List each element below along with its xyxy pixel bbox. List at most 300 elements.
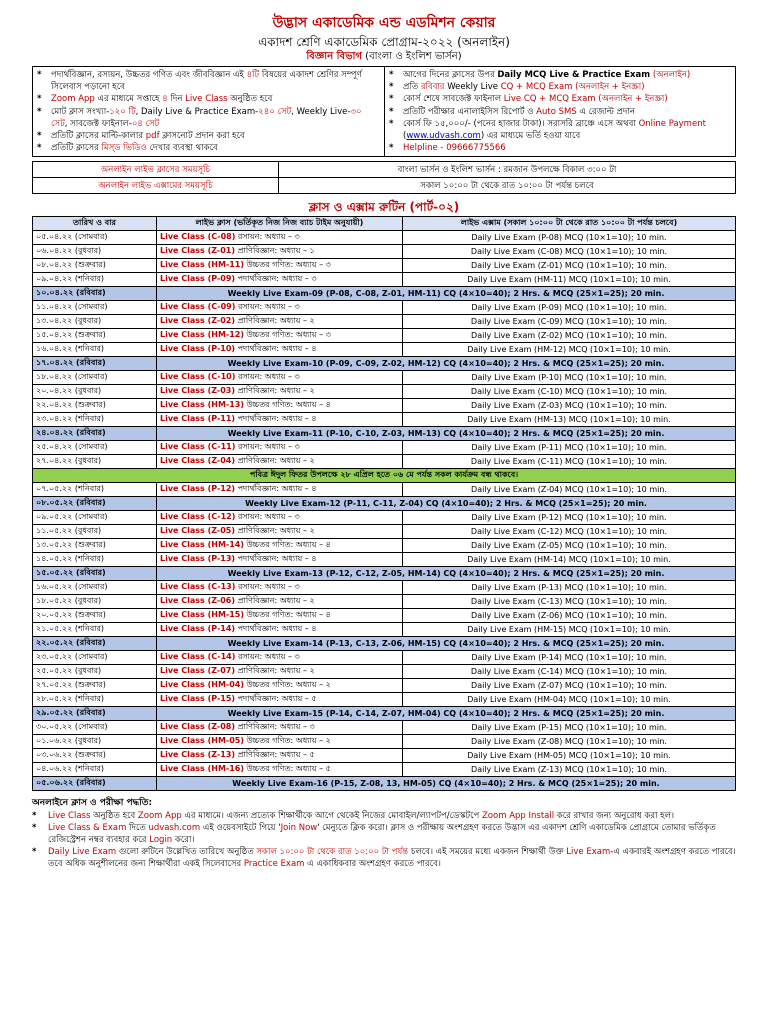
footer-item — [32, 822, 736, 846]
feature-item — [389, 142, 731, 154]
schedule-row-class — [33, 162, 736, 178]
feature-item — [37, 130, 380, 142]
text-run: প্রতিটি পরীক্ষার এনালাইসিস রিপোর্ট ও — [403, 106, 537, 117]
bullet-text — [51, 130, 245, 142]
row-date: ১৩.০৪.২২ (বুধবার) — [33, 315, 157, 329]
table-row — [33, 735, 736, 749]
weekly-exam-row — [33, 287, 736, 301]
row-date: ০৩.০৬.২২ (শুক্রবার) — [33, 749, 157, 763]
bullet-text — [48, 846, 736, 870]
live-class-code: Live Class (P-11) — [160, 414, 236, 424]
text-run: প্রতিটি ক্লাসের মাল্টি-কালার — [51, 131, 146, 142]
bullet-star-icon: * — [37, 106, 42, 117]
live-class-subject: পদার্থবিজ্ঞান: অধ্যায় – ৪ — [235, 344, 317, 354]
table-row — [33, 413, 736, 427]
live-class-code: Live Class (P-15) — [160, 694, 236, 704]
text-run: Zoom App — [137, 811, 182, 822]
row-date: ২০.০৪.২২ (বুধবার) — [33, 385, 157, 399]
text-run: দিন — [167, 94, 186, 105]
text-run: , Weekly Live- — [291, 106, 351, 117]
row-date: ১৪.০৫.২২ (শনিবার) — [33, 553, 157, 567]
text-run: Live Class & Exam — [48, 823, 127, 834]
table-row — [33, 749, 736, 763]
live-class-cell — [157, 763, 403, 777]
row-date: ২৩.০৪.২২ (শনিবার) — [33, 413, 157, 427]
info-right-column — [384, 67, 735, 156]
weekly-exam-row — [33, 497, 736, 511]
live-class-cell — [157, 511, 403, 525]
feature-item — [389, 81, 731, 93]
live-class-cell — [157, 735, 403, 749]
live-class-code: Live Class (HM-13) — [160, 400, 245, 410]
row-date: ০৬.০৪.২২ (বুধবার) — [33, 245, 157, 259]
info-left-column — [33, 67, 384, 156]
row-date: ২১.০৫.২২ (শনিবার) — [33, 623, 157, 637]
schedule-table — [32, 161, 736, 194]
live-class-code: Live Class (P-09) — [160, 274, 236, 284]
feature-item — [37, 93, 380, 105]
feature-item — [389, 106, 731, 118]
live-class-code: Live Class (Z-07) — [160, 666, 236, 676]
text-run: (অনলাইন + ইনস্ক্রা) — [595, 94, 668, 105]
row-date: ১৮.০৪.২২ (সোমবার) — [33, 371, 157, 385]
row-date: ২৭.০৫.২২ (শুক্রবার) — [33, 679, 157, 693]
table-row — [33, 329, 736, 343]
live-class-subject: পদার্থবিজ্ঞান: অধ্যায় – ৪ — [235, 554, 317, 564]
live-class-cell — [157, 245, 403, 259]
live-class-cell — [157, 259, 403, 273]
text-run: করো। — [172, 835, 195, 846]
live-class-subject: রসায়ন: অধ্যায় – ৩ — [235, 512, 300, 522]
bullet-text — [51, 93, 272, 105]
schedule-value: বাংলা ভার্সন ও ইংলিশ ভার্সন : রমজান উপলক্ষে বিকাল ৩:০০ টা — [279, 162, 736, 178]
bullet-star-icon: * — [389, 106, 394, 117]
daily-exam-cell: Daily Live Exam (Z-04) MCQ (10×1=10); 10 min. — [403, 483, 736, 497]
live-class-subject: উচ্চতর গণিত: অধ্যায় – ৪ — [244, 540, 331, 550]
text-run: Daily Live Exam — [48, 847, 117, 858]
live-class-cell — [157, 553, 403, 567]
col-header-class: লাইভ ক্লাস (ভর্তিকৃত নিজ নিজ ব্যাচ টাইম অনুযায়ী) — [157, 217, 403, 231]
text-run: ১২০ টি — [109, 106, 136, 117]
text-run: Live CQ + MCQ Exam — [503, 94, 596, 105]
daily-exam-cell: Daily Live Exam (HM-13) MCQ (10×1=10); 10 min. — [403, 413, 736, 427]
live-class-cell — [157, 581, 403, 595]
table-row — [33, 315, 736, 329]
bullet-star-icon: * — [37, 94, 42, 105]
row-date: ২২.০৫.২২ (রবিবার) — [33, 637, 157, 651]
row-date: ১৩.০৫.২২ (শুক্রবার) — [33, 539, 157, 553]
col-header-exam: লাইভ এক্সাম (সকাল ১০:০০ টা থেকে রাত ১০:০০ টা পর্যন্ত চলবে) — [403, 217, 736, 231]
bullet-star-icon: * — [37, 131, 42, 142]
daily-exam-cell: Daily Live Exam (Z-05) MCQ (10×1=10); 10 min. — [403, 539, 736, 553]
live-class-cell — [157, 413, 403, 427]
text-run: এ রেজাল্ট প্রদান — [576, 106, 635, 117]
live-class-cell — [157, 231, 403, 245]
row-date: ১৭.০৪.২২ (রবিবার) — [33, 357, 157, 371]
row-date: ২৫.০৪.২২ (সোমবার) — [33, 441, 157, 455]
live-class-subject: উচ্চতর গণিত: অধ্যায় – ৫ — [244, 764, 331, 774]
department-name: বিজ্ঞান বিভাগ — [306, 51, 362, 62]
live-class-code: Live Class (Z-13) — [160, 750, 236, 760]
live-class-subject: উচ্চতর গণিত: অধ্যায় – ৩ — [244, 260, 331, 270]
text-run: Zoom App — [51, 94, 95, 105]
table-row — [33, 651, 736, 665]
text-run: Weekly Live — [444, 82, 501, 93]
table-row — [33, 385, 736, 399]
live-class-subject: প্রাণিবিজ্ঞান: অধ্যায় – ১ — [235, 246, 315, 256]
live-class-subject: প্রাণিবিজ্ঞান: অধ্যায় – ২ — [235, 316, 315, 326]
text-run: ৪টি — [246, 70, 260, 80]
row-date: ১১.০৪.২২ (সোমবার) — [33, 301, 157, 315]
live-class-cell — [157, 315, 403, 329]
live-class-code: Live Class (HM-11) — [160, 260, 245, 270]
table-row — [33, 581, 736, 595]
text-run: CQ + MCQ Exam — [500, 82, 573, 93]
live-class-cell — [157, 651, 403, 665]
daily-exam-cell: Daily Live Exam (C-10) MCQ (10×1=10); 10 min. — [403, 385, 736, 399]
weekly-exam-row — [33, 357, 736, 371]
live-class-code: Live Class (P-14) — [160, 624, 236, 634]
bullet-star-icon: * — [32, 811, 37, 822]
text-run: কোর্স শেষে সাবজেক্ট ফাইনাল — [403, 94, 504, 105]
bullet-text — [403, 106, 635, 118]
text-run: Online Payment — [638, 118, 706, 129]
department-version: (বাংলা ও ইংলিশ ভার্সন) — [362, 51, 462, 62]
bullet-text — [51, 142, 218, 154]
weekly-exam-text: Weekly Live Exam-16 (P-15, Z-08, 13, HM-05) CQ (4×10=40); 2 Hrs. & MCQ (25×1=25); 20 min. — [157, 777, 736, 791]
live-class-cell — [157, 483, 403, 497]
daily-exam-cell: Daily Live Exam (P-15) MCQ (10×1=10); 10 min. — [403, 721, 736, 735]
live-class-code: Live Class (C-11) — [160, 442, 236, 452]
live-class-cell — [157, 539, 403, 553]
live-class-cell — [157, 329, 403, 343]
footer-item — [32, 846, 736, 870]
row-date: ২৯.০৫.২২ (রবিবার) — [33, 707, 157, 721]
row-date: ০৫.০৪.২২ (সোমবার) — [33, 231, 157, 245]
text-run: ক্লাসনোট প্রদান করা হবে — [159, 131, 245, 142]
live-class-subject: প্রাণিবিজ্ঞান: অধ্যায় – ২ — [235, 386, 315, 396]
daily-exam-cell: Daily Live Exam (HM-05) MCQ (10×1=10); 10 min. — [403, 749, 736, 763]
live-class-code: Live Class (P-12) — [160, 484, 236, 494]
weekly-exam-row — [33, 707, 736, 721]
text-run: অনুষ্ঠিত হবে — [90, 811, 138, 822]
row-date: ০৯.০৫.২২ (সোমবার) — [33, 511, 157, 525]
live-class-subject: রসায়ন: অধ্যায় – ৩ — [235, 372, 300, 382]
live-class-subject: রসায়ন: অধ্যায় – ৩ — [235, 232, 300, 242]
daily-exam-cell: Daily Live Exam (Z-13) MCQ (10×1=10); 10 min. — [403, 763, 736, 777]
daily-exam-cell: Daily Live Exam (P-13) MCQ (10×1=10); 10 min. — [403, 581, 736, 595]
table-row — [33, 665, 736, 679]
text-run: রবিবার — [420, 82, 445, 93]
live-class-cell — [157, 301, 403, 315]
text-run: , সাবজেক্ট ফাইনাল- — [64, 118, 132, 129]
live-class-cell — [157, 595, 403, 609]
text-run: Live Class — [48, 811, 91, 822]
table-row — [33, 511, 736, 525]
text-run: মোট ক্লাস সংখ্যা- — [51, 106, 110, 117]
weekly-exam-row — [33, 427, 736, 441]
row-date: ৩০.০৫.২২ (সোমবার) — [33, 721, 157, 735]
row-date: ২৭.০৪.২২ (বুধবার) — [33, 455, 157, 469]
table-row — [33, 525, 736, 539]
text-run: প্রতিটি ক্লাসের — [51, 143, 102, 154]
row-date: ০৯.০৪.২২ (শনিবার) — [33, 273, 157, 287]
bullet-star-icon: * — [32, 823, 37, 834]
weekly-exam-text: Weekly Live Exam-14 (P-13, C-13, Z-06, HM-15) CQ (4×10=40); 2 Hrs. & MCQ (25×1=25); 20 min. — [157, 637, 736, 651]
live-class-code: Live Class (Z-04) — [160, 456, 236, 466]
feature-item — [389, 93, 731, 105]
text-run: -এ একবারই অংশগ্রহণ করতে পারবে। তবে অধিক অনুশীলনের জন্য শিক্ষার্থীরা একই সিলেবাসের — [48, 847, 736, 870]
daily-exam-cell: Daily Live Exam (C-14) MCQ (10×1=10); 10 min. — [403, 665, 736, 679]
text-run: গুলো রুটিনে উল্লেখিত তারিখে অনুষ্ঠিত — [116, 847, 257, 858]
live-class-cell — [157, 385, 403, 399]
text-run: এর মাধ্যমে। এজন্য প্রত্যেক শিক্ষার্থীকে আগে থেকেই নিজের মোবাইল/ল্যাপটপ/ডেস্কটপে — [181, 811, 482, 822]
weekly-exam-text: Weekly Live Exam-13 (P-12, C-12, Z-05, HM-14) CQ (4×10=40); 2 Hrs. & MCQ (25×1=25); 20 min. — [157, 567, 736, 581]
row-date: ১৫.০৪.২২ (শুক্রবার) — [33, 329, 157, 343]
live-class-cell — [157, 525, 403, 539]
table-row — [33, 721, 736, 735]
info-box — [32, 66, 736, 157]
text-run: ( — [403, 131, 407, 142]
row-date: ০৪.০৬.২২ (শনিবার) — [33, 763, 157, 777]
text-run: ৩০ সেট — [51, 106, 362, 129]
text-run: ০৪ সেট — [131, 118, 160, 129]
text-run: www.udvash.com — [406, 131, 481, 142]
daily-exam-cell: Daily Live Exam (P-08) MCQ (10×1=10); 10 min. — [403, 231, 736, 245]
table-row — [33, 483, 736, 497]
row-date: ০৮.০৫.২২ (রবিবার) — [33, 497, 157, 511]
row-date: ২৪.০৪.২২ (রবিবার) — [33, 427, 157, 441]
live-class-cell — [157, 371, 403, 385]
live-class-code: Live Class (HM-05) — [160, 736, 245, 746]
feature-item — [389, 118, 731, 142]
live-class-subject: প্রাণিবিজ্ঞান: অধ্যায় – ৩ — [235, 722, 315, 732]
live-class-code: Live Class (C-13) — [160, 582, 236, 592]
row-date: ১৬.০৪.২২ (শনিবার) — [33, 343, 157, 357]
text-run: করে রাখার জন্য অনুরোধ করা হল। — [554, 811, 675, 822]
daily-exam-cell: Daily Live Exam (Z-07) MCQ (10×1=10); 10 min. — [403, 679, 736, 693]
bullet-text — [48, 822, 736, 846]
text-run: Auto SMS — [536, 106, 577, 117]
text-run: প্রতি — [403, 82, 421, 93]
live-class-code: Live Class (C-08) — [160, 232, 236, 242]
live-class-code: Live Class (HM-14) — [160, 540, 245, 550]
text-run: ) এর মাধ্যমে ভর্তি হওয়া যাবে — [480, 131, 581, 142]
live-class-cell — [157, 679, 403, 693]
live-class-code: Live Class (P-10) — [160, 344, 236, 354]
bullet-text — [48, 810, 674, 822]
daily-exam-cell: Daily Live Exam (P-10) MCQ (10×1=10); 10 min. — [403, 371, 736, 385]
live-class-code: Live Class (Z-01) — [160, 246, 236, 256]
daily-exam-cell: Daily Live Exam (Z-03) MCQ (10×1=10); 10 min. — [403, 399, 736, 413]
text-run: , Daily Live & Practice Exam- — [135, 106, 259, 117]
bullet-text — [403, 118, 731, 142]
daily-exam-cell: Daily Live Exam (Z-02) MCQ (10×1=10); 10 min. — [403, 329, 736, 343]
text-run: দিতে — [126, 823, 149, 834]
daily-exam-cell: Daily Live Exam (HM-15) MCQ (10×1=10); 10 min. — [403, 623, 736, 637]
table-row — [33, 553, 736, 567]
table-row — [33, 371, 736, 385]
text-run: অনুষ্ঠিত হবে — [227, 94, 273, 105]
text-run: Live Class — [185, 94, 228, 105]
department-line — [32, 50, 736, 64]
feature-item — [389, 69, 731, 81]
schedule-label: অনলাইন লাইভ ক্লাসের সময়সূচি — [33, 162, 279, 178]
row-date: ২২.০৪.২২ (শুক্রবার) — [33, 399, 157, 413]
daily-exam-cell: Daily Live Exam (P-14) MCQ (10×1=10); 10 min. — [403, 651, 736, 665]
weekly-exam-row — [33, 637, 736, 651]
text-run: পদার্থবিজ্ঞান, রসায়ন, উচ্চতর গণিত এবং জীববিজ্ঞান এই — [51, 70, 247, 80]
live-class-code: Live Class (Z-03) — [160, 386, 236, 396]
table-row — [33, 399, 736, 413]
live-class-subject: উচ্চতর গণিত: অধ্যায় – ২ — [244, 736, 331, 746]
text-run: Join Now — [280, 823, 318, 834]
text-run: Zoom App Install — [481, 811, 555, 822]
footer-item — [32, 810, 736, 822]
weekly-exam-text: Weekly Live Exam-10 (P-09, C-09, Z-02, HM-12) CQ (4×10=40); 2 Hrs. & MCQ (25×1=25); 20 min. — [157, 357, 736, 371]
text-run: এর মাধ্যমে সপ্তাহে — [94, 94, 163, 105]
live-class-code: Live Class (P-13) — [160, 554, 236, 564]
live-class-cell — [157, 609, 403, 623]
live-class-cell — [157, 441, 403, 455]
table-row — [33, 301, 736, 315]
weekly-exam-text: Weekly Live Exam-15 (P-14, C-14, Z-07, HM-04) CQ (4×10=40); 2 Hrs. & MCQ (25×1=25); 20 min. — [157, 707, 736, 721]
live-class-subject: পদার্থবিজ্ঞান: অধ্যায় – ৪ — [235, 414, 317, 424]
live-class-subject: রসায়ন: অধ্যায় – ৩ — [235, 652, 300, 662]
routine-table — [32, 216, 736, 791]
program-title: একাদশ শ্রেণি একাডেমিক প্রোগ্রাম-২০২২ (অনলাইন) — [258, 35, 510, 49]
weekly-exam-row — [33, 777, 736, 791]
header — [32, 14, 736, 64]
footer-list — [32, 810, 736, 870]
live-class-cell — [157, 693, 403, 707]
live-class-subject: উচ্চতর গণিত: অধ্যায় – ৩ — [244, 330, 331, 340]
text-run: মিস্ড ভিডিও — [101, 143, 147, 154]
live-class-subject: পদার্থবিজ্ঞান: অধ্যায় – ৫ — [235, 694, 317, 704]
footer-notes — [32, 797, 736, 870]
live-class-cell — [157, 749, 403, 763]
live-class-subject: প্রাণিবিজ্ঞান: অধ্যায় – ২ — [235, 456, 315, 466]
text-run: এ একাধিকবার অংশগ্রহণ করতে পারবে। — [304, 859, 441, 870]
live-class-subject: রসায়ন: অধ্যায় – ৩ — [235, 582, 300, 592]
text-run: দেখার ব্যবস্থা থাকবে — [146, 143, 218, 154]
row-date: ০৮.০৪.২২ (শুক্রবার) — [33, 259, 157, 273]
bullet-star-icon: * — [32, 847, 37, 858]
table-row — [33, 539, 736, 553]
feature-item — [37, 106, 380, 130]
live-class-subject: রসায়ন: অধ্যায় – ৩ — [235, 302, 300, 312]
daily-exam-cell: Daily Live Exam (P-12) MCQ (10×1=10); 10 min. — [403, 511, 736, 525]
bullet-star-icon: * — [37, 143, 42, 154]
daily-exam-cell: Daily Live Exam (C-09) MCQ (10×1=10); 10 min. — [403, 315, 736, 329]
live-class-subject: প্রাণিবিজ্ঞান: অধ্যায় – ২ — [235, 526, 315, 536]
table-row — [33, 679, 736, 693]
live-class-subject: উচ্চতর গণিত: অধ্যায় – ৪ — [244, 610, 331, 620]
bullet-star-icon: * — [389, 143, 394, 154]
bullet-text — [403, 142, 506, 154]
live-class-code: Live Class (HM-12) — [160, 330, 245, 340]
live-class-code: Live Class (Z-06) — [160, 596, 236, 606]
bullet-text — [51, 106, 380, 130]
text-run: Practice Exam — [243, 859, 305, 870]
bullet-star-icon: * — [389, 118, 394, 129]
row-date: ১১.০৫.২২ (বুধবার) — [33, 525, 157, 539]
text-run: আগের দিনের ক্লাসের উপর — [403, 70, 498, 80]
text-run: বিষয়ের একাদশ শ্রেণির সম্পূর্ণ সিলেবাস পড়ানো হবে — [51, 70, 362, 93]
weekly-exam-text: Weekly Live Exam-09 (P-08, C-08, Z-01, HM-11) CQ (4×10=40); 2 Hrs. & MCQ (25×1=25); 20 min. — [157, 287, 736, 301]
live-class-subject: পদার্থবিজ্ঞান: অধ্যায় – ৪ — [235, 624, 317, 634]
row-date: ২৫.০৫.২২ (বুধবার) — [33, 665, 157, 679]
bullet-star-icon: * — [37, 70, 42, 80]
live-class-subject: প্রাণিবিজ্ঞান: অধ্যায় – ৫ — [235, 750, 315, 760]
text-run: ' মেন্যুতে ক্লিক করো। ক্লাস ও পরীক্ষায় অংশগ্রহণ করতে উদ্ভাস এর একাদশ শ্রেণি একাডেমিক প্রোগ্রামে তোমার ভর্তিকৃত রেজিস্ট্রেশন নম্বর ব্যবহার করে — [48, 823, 716, 846]
table-row — [33, 609, 736, 623]
live-class-code: Live Class (C-14) — [160, 652, 236, 662]
live-class-code: Live Class (Z-05) — [160, 526, 236, 536]
daily-exam-cell: Daily Live Exam (HM-11) MCQ (10×1=10); 10 min. — [403, 273, 736, 287]
live-class-subject: উচ্চতর গণিত: অধ্যায় – ২ — [244, 680, 331, 690]
bullet-text — [403, 93, 668, 105]
live-class-code: Live Class (Z-02) — [160, 316, 236, 326]
row-date: ০৫.০৬.২২ (রবিবার) — [33, 777, 157, 791]
bullet-text — [403, 69, 690, 81]
holiday-notice: পবিত্র ঈদুল ফিতর উপলক্ষে ২৮ এপ্রিল হতে ০৬ মে পর্যন্ত সকল কার্যক্রম বন্ধ থাকবে। — [33, 469, 736, 483]
daily-exam-cell: Daily Live Exam (C-11) MCQ (10×1=10); 10 min. — [403, 455, 736, 469]
daily-exam-cell: Daily Live Exam (HM-04) MCQ (10×1=10); 10 min. — [403, 693, 736, 707]
text-run: ৪ — [162, 94, 168, 105]
table-row — [33, 259, 736, 273]
live-class-code: Live Class (C-12) — [160, 512, 236, 522]
weekly-exam-row — [33, 567, 736, 581]
feature-item — [37, 142, 380, 154]
live-class-code: Live Class (HM-04) — [160, 680, 245, 690]
schedule-row-exam — [33, 178, 736, 194]
table-row — [33, 623, 736, 637]
live-class-cell — [157, 273, 403, 287]
live-class-code: Live Class (HM-15) — [160, 610, 245, 620]
live-class-cell — [157, 343, 403, 357]
col-header-date: তারিখ ও বার — [33, 217, 157, 231]
table-row — [33, 273, 736, 287]
row-date: ১৫.০৫.২২ (রবিবার) — [33, 567, 157, 581]
text-run: (অনলাইন) — [650, 70, 691, 80]
live-class-cell — [157, 623, 403, 637]
daily-exam-cell: Daily Live Exam (Z-08) MCQ (10×1=10); 10 min. — [403, 735, 736, 749]
row-date: ১০.০৪.২২ (রবিবার) — [33, 287, 157, 301]
weekly-exam-text: Weekly Live Exam-12 (P-11, C-11, Z-04) CQ (4×10=40); 2 Hrs. & MCQ (25×1=25); 20 min. — [157, 497, 736, 511]
daily-exam-cell: Daily Live Exam (HM-14) MCQ (10×1=10); 10 min. — [403, 553, 736, 567]
feature-item — [37, 69, 380, 93]
row-date: ২৩.০৫.২২ (সোমবার) — [33, 651, 157, 665]
text-run: এই ওয়েবসাইটে গিয়ে ' — [200, 823, 281, 834]
table-row — [33, 763, 736, 777]
live-class-subject: প্রাণিবিজ্ঞান: অধ্যায় – ২ — [235, 596, 315, 606]
live-class-code: Live Class (HM-16) — [160, 764, 245, 774]
live-class-cell — [157, 665, 403, 679]
holiday-row — [33, 469, 736, 483]
table-row — [33, 441, 736, 455]
text-run: Daily MCQ Live & Practice Exam — [497, 70, 651, 80]
text-run: ২৪০ সেট — [258, 106, 292, 117]
daily-exam-cell: Daily Live Exam (P-11) MCQ (10×1=10); 10 min. — [403, 441, 736, 455]
text-run: কোর্স ফি ১৫,০০০/- (পনের হাজার টাকা)। সরাসরি ব্রাঞ্চে এসে অথবা — [403, 118, 639, 129]
row-date: ২৮.০৫.২২ (শনিবার) — [33, 693, 157, 707]
live-class-subject: পদার্থবিজ্ঞান: অধ্যায় – ৪ — [235, 484, 317, 494]
text-run: Helpline - 09666775566 — [403, 143, 506, 154]
bullet-star-icon: * — [389, 70, 394, 80]
live-class-subject: রসায়ন: অধ্যায় – ৩ — [235, 442, 300, 452]
text-run: Login — [149, 835, 173, 846]
